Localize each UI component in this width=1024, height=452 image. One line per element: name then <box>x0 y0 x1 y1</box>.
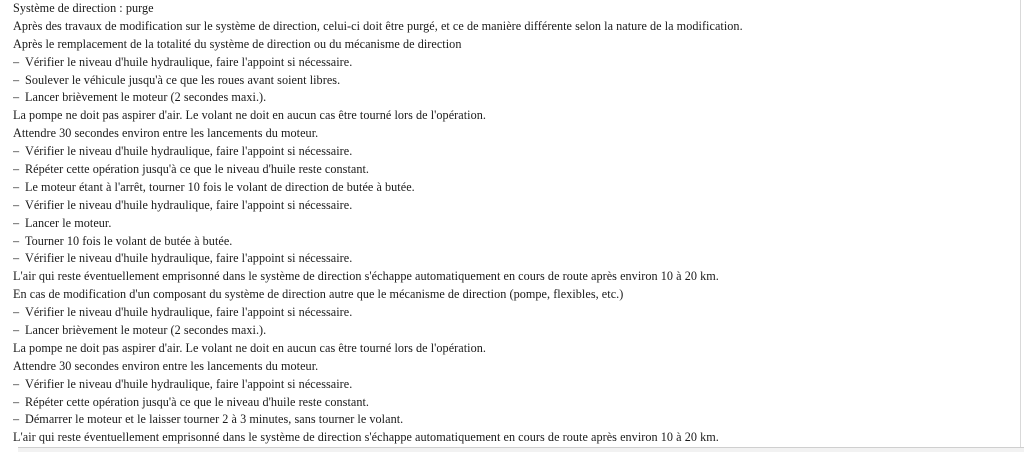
bullet-text: Tourner 10 fois le volant de butée à butée. <box>25 233 233 248</box>
document-body <box>13 0 1013 447</box>
bullet-dash: – <box>13 197 20 212</box>
bullet-item <box>13 376 1013 394</box>
bullet-text: Lancer le moteur. <box>25 215 112 230</box>
bullet-item <box>13 161 1013 179</box>
bullet-item <box>13 394 1013 412</box>
bullet-item <box>13 411 1013 429</box>
bullet-dash: – <box>13 412 20 427</box>
bullet-text: Répéter cette opération jusqu'à ce que le niveau d'huile reste constant. <box>25 394 370 409</box>
bullet-dash: – <box>13 305 20 320</box>
paragraph-line: La pompe ne doit pas aspirer d'air. Le volant ne doit en aucun cas être tourné lors de l'opération. <box>13 108 486 123</box>
bullet-item <box>13 72 1013 90</box>
horizontal-scrollbar[interactable] <box>18 447 1024 452</box>
bullet-dash: – <box>13 376 20 391</box>
bullet-item <box>13 322 1013 340</box>
bullet-item <box>13 304 1013 322</box>
bullet-text: Vérifier le niveau d'huile hydraulique, faire l'appoint si nécessaire. <box>25 376 353 391</box>
bullet-dash: – <box>13 162 20 177</box>
bullet-dash: – <box>13 323 20 338</box>
paragraph-line: En cas de modification d'un composant du système de direction autre que le mécanisme de direction (pompe, flexibles, etc.) <box>13 287 624 302</box>
bullet-item <box>13 54 1013 72</box>
bullet-item <box>13 215 1013 233</box>
window-edge <box>1020 0 1021 452</box>
bullet-text: Vérifier le niveau d'huile hydraulique, faire l'appoint si nécessaire. <box>25 54 353 69</box>
bullet-text: Vérifier le niveau d'huile hydraulique, faire l'appoint si nécessaire. <box>25 251 353 266</box>
bullet-text: Vérifier le niveau d'huile hydraulique, faire l'appoint si nécessaire. <box>25 197 353 212</box>
document-title: Système de direction : purge <box>13 1 154 15</box>
bullet-dash: – <box>13 394 20 409</box>
bullet-dash: – <box>13 179 20 194</box>
bullet-dash: – <box>13 54 20 69</box>
bullet-dash: – <box>13 251 20 266</box>
bullet-item <box>13 250 1013 268</box>
bullet-dash: – <box>13 144 20 159</box>
bullet-dash: – <box>13 215 20 230</box>
bullet-text: Vérifier le niveau d'huile hydraulique, faire l'appoint si nécessaire. <box>25 144 353 159</box>
paragraph-line: Après des travaux de modification sur le système de direction, celui-ci doit être purgé, et ce de manière différente selon la nature de la modification. <box>13 18 743 33</box>
bullet-dash: – <box>13 72 20 87</box>
bullet-item <box>13 233 1013 251</box>
bullet-item <box>13 89 1013 107</box>
bullet-text: Répéter cette opération jusqu'à ce que le niveau d'huile reste constant. <box>25 162 370 177</box>
bullet-text: Vérifier le niveau d'huile hydraulique, faire l'appoint si nécessaire. <box>25 305 353 320</box>
bullet-dash: – <box>13 233 20 248</box>
paragraph-line: Après le remplacement de la totalité du système de direction ou du mécanisme de direction <box>13 36 462 51</box>
bullet-item <box>13 143 1013 161</box>
paragraph-line: Attendre 30 secondes environ entre les lancements du moteur. <box>13 126 319 141</box>
bullet-dash: – <box>13 90 20 105</box>
paragraph-line: Attendre 30 secondes environ entre les lancements du moteur. <box>13 358 319 373</box>
paragraph-line: L'air qui reste éventuellement emprisonné dans le système de direction s'échappe automatiquement en cours de route après environ 10 à 20 km. <box>13 430 719 445</box>
bullet-text: Démarrer le moteur et le laisser tourner 2 à 3 minutes, sans tourner le volant. <box>25 412 404 427</box>
bullet-text: Soulever le véhicule jusqu'à ce que les roues avant soient libres. <box>25 72 341 87</box>
bullet-text: Lancer brièvement le moteur (2 secondes maxi.). <box>25 323 267 338</box>
bullet-text: Le moteur étant à l'arrêt, tourner 10 fois le volant de direction de butée à butée. <box>25 179 415 194</box>
paragraph-line: La pompe ne doit pas aspirer d'air. Le volant ne doit en aucun cas être tourné lors de l'opération. <box>13 340 486 355</box>
bullet-text: Lancer brièvement le moteur (2 secondes maxi.). <box>25 90 267 105</box>
paragraph-line: L'air qui reste éventuellement emprisonné dans le système de direction s'échappe automatiquement en cours de route après environ 10 à 20 km. <box>13 269 719 284</box>
bullet-item <box>13 197 1013 215</box>
bullet-item <box>13 179 1013 197</box>
